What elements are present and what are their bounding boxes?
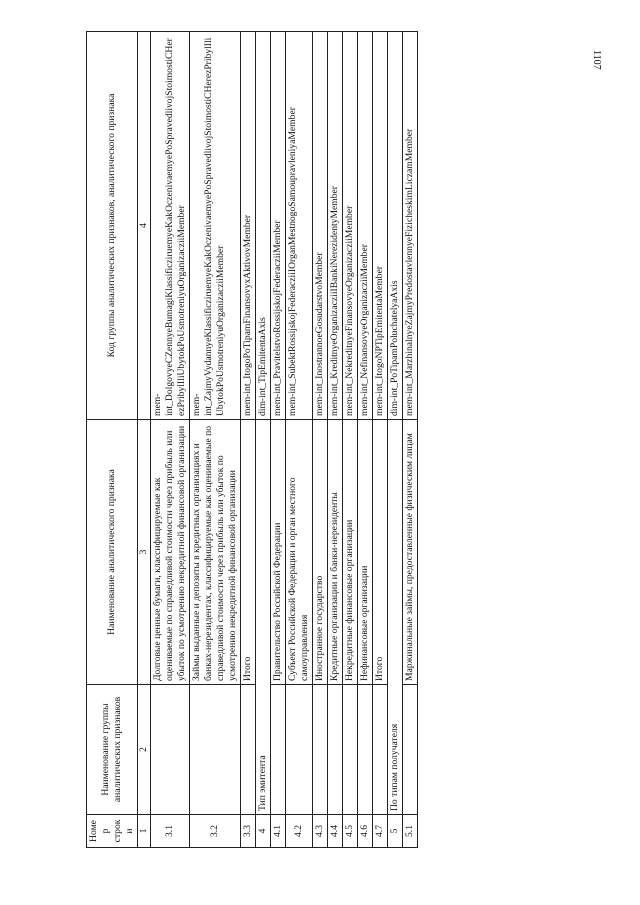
row-feature-name: Иностранное государство: [312, 420, 327, 685]
table-row: [189, 32, 240, 848]
row-group: [150, 685, 189, 815]
table-row: [372, 32, 387, 848]
row-feature-name: Маржинальные займы, предоставленные физическим лицам: [402, 420, 417, 685]
row-code: mem-int_InostrannoeGosudarstvoMember: [312, 32, 327, 420]
row-number: 4: [255, 815, 270, 848]
row-feature-name: Займы выданные и депозиты в кредитных организациях и банках-нерезидентах, классифицируемые как оцениваемые по справедливой стоимости через прибыль или убыток по усмотрению некредитной финансовой организации: [189, 420, 240, 685]
row-code: mem-int_NekreditnyeFinansovyeOrganizacziiMember: [342, 32, 357, 420]
table-row: [402, 32, 417, 848]
table-row: [357, 32, 372, 848]
row-feature-name: Субъект Российской Федерации и орган местного самоуправления: [285, 420, 312, 685]
table-row: [387, 32, 402, 848]
column-index-row: [137, 32, 150, 848]
row-number: 4.2: [285, 815, 312, 848]
row-group: [312, 685, 327, 815]
analytic-features-table: [86, 31, 418, 848]
header-feature-name: Наименование аналитического признака: [87, 420, 138, 685]
column-index: 1: [137, 815, 150, 848]
row-group: [402, 685, 417, 815]
header-code: Код группы аналитических признаков, аналитического признака: [87, 32, 138, 420]
row-code: mem-int_PravitelstvoRossijskojFederacziiMember: [270, 32, 285, 420]
row-group: По типам получателя: [387, 420, 402, 815]
row-number: 3.1: [150, 815, 189, 848]
row-group: [285, 685, 312, 815]
table-row: [342, 32, 357, 848]
row-group: [327, 685, 342, 815]
table-row: [285, 32, 312, 848]
table-container: [86, 32, 566, 848]
row-number: 3.3: [240, 815, 255, 848]
header-row: [87, 32, 138, 848]
row-feature-name: Итого: [372, 420, 387, 685]
row-number: 5.1: [402, 815, 417, 848]
row-group: [189, 685, 240, 815]
page-number: 1107: [591, 50, 602, 70]
row-code: mem-int_DolgovyeCZennyeBumagiKlassificziruemyeKakOczenivaemyePoSpravedlivojStoimostiCHerezPribylIliUbytokPoUsmotreniyuOrganizacziiMember: [150, 32, 189, 420]
row-feature-name: Правительство Российской Федерации: [270, 420, 285, 685]
row-group: [357, 685, 372, 815]
row-group: [240, 685, 255, 815]
header-row-number: Номер строки: [87, 815, 138, 848]
table-row: [270, 32, 285, 848]
row-code: mem-int_MarzhinalnyeZajmyPredostavlennyeFizicheskimLiczamMember: [402, 32, 417, 420]
row-number: 4.1: [270, 815, 285, 848]
table-row: [150, 32, 189, 848]
row-code: dim-int_TipEmitentaAxis: [255, 32, 270, 420]
row-code: mem-int_ItogoPoTipamFinansovyxAktivovMember: [240, 32, 255, 420]
row-feature-name: Долговые ценные бумаги, классифицируемые как оцениваемые по справедливой стоимости через прибыль или убыток по усмотрению некредитной финансовой организации: [150, 420, 189, 685]
row-feature-name: Итого: [240, 420, 255, 685]
row-group: [270, 685, 285, 815]
row-number: 5: [387, 815, 402, 848]
row-code: mem-int_NefinansovyeOrganizacziiMember: [357, 32, 372, 420]
row-number: 3.2: [189, 815, 240, 848]
row-group: [372, 685, 387, 815]
row-group: Тип эмитента: [255, 420, 270, 815]
row-code: mem-int_KreditnyeOrganizacziiIBankiNerezidentyMember: [327, 32, 342, 420]
table-row: [240, 32, 255, 848]
row-feature-name: Кредитные организации и банки-нерезиденты: [327, 420, 342, 685]
table-row: [255, 32, 270, 848]
row-number: 4.5: [342, 815, 357, 848]
row-code: dim-int_PoTipamPoluchatelyaAxis: [387, 32, 402, 420]
column-index: 4: [137, 32, 150, 420]
row-code: mem-int_ItogoNPTipEmitentaMember: [372, 32, 387, 420]
row-code: mem-int_SubektRossijskojFederacziiIOrganMestnogoSamoupravleniyaMember: [285, 32, 312, 420]
header-group-name: Наименование группы аналитических признаков: [87, 685, 138, 815]
row-number: 4.6: [357, 815, 372, 848]
row-number: 4.7: [372, 815, 387, 848]
table-row: [327, 32, 342, 848]
rotated-table-frame: [86, 32, 566, 848]
row-number: 4.4: [327, 815, 342, 848]
row-feature-name: Нефинансовые организации: [357, 420, 372, 685]
column-index: 2: [137, 685, 150, 815]
row-number: 4.3: [312, 815, 327, 848]
table-row: [312, 32, 327, 848]
column-index: 3: [137, 420, 150, 685]
row-group: [342, 685, 357, 815]
row-feature-name: Некредитные финансовые организации: [342, 420, 357, 685]
row-code: mem-int_ZajmyVydannyeKlassificziruemyeKakOczenivaemyePoSpravedlivojStoimostiCHerezPribylIliUbytokPoUsmotreniyuOrganizacziiMember: [189, 32, 240, 420]
